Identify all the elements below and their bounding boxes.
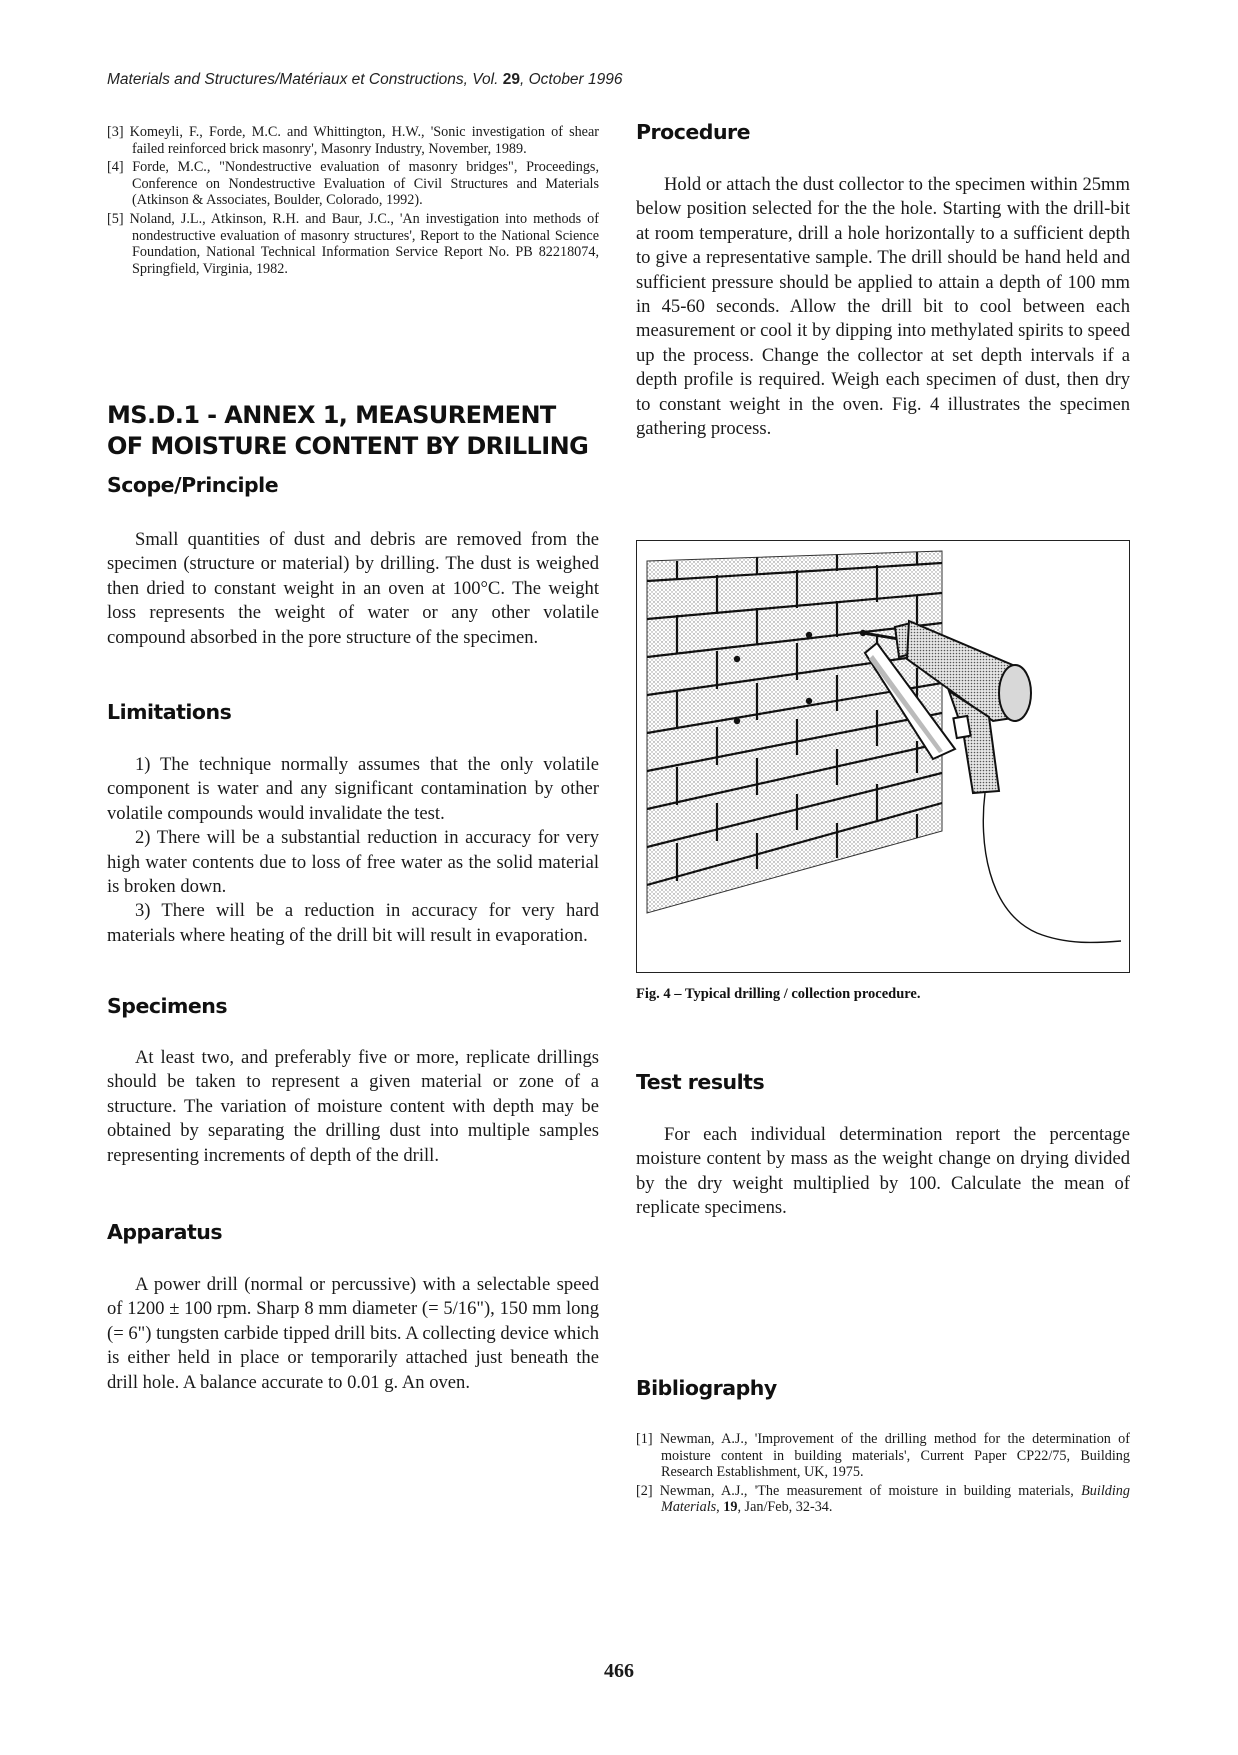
procedure-text [636, 173, 1130, 441]
apparatus-paragraph: A power drill (normal or percussive) with a selectable speed of 1200 ± 100 rpm. Sharp 8 mm diameter (= 5/16"), 150 mm long (= 6") tungsten carbide tipped drill bits. A collecting device which is either held in place or temporarily attached just beneath the drill hole. A balance accurate to 0.01 g. An oven. [107, 1274, 599, 1393]
apparatus-text [107, 1273, 599, 1395]
figure-caption-text: – Typical drilling / collection procedure. [670, 986, 921, 1002]
reference-item: [5] Noland, J.L., Atkinson, R.H. and Baur, J.C., 'An investigation into methods of nondestructive evaluation of masonry structures', Report to the National Science Foundation, National Technical Information Service Report No. PB 82218074, Springfield, Virginia, 1982. [107, 210, 599, 277]
limitations-heading: Limitations [107, 700, 232, 724]
limitations-text [107, 753, 599, 948]
scope-heading: Scope/Principle [107, 473, 279, 497]
specimens-text [107, 1046, 599, 1168]
annex-title: MS.D.1 - ANNEX 1, MEASUREMENT OF MOISTURE CONTENT BY DRILLING [107, 401, 589, 460]
limitation-item: 1) The technique normally assumes that the only volatile component is water and any significant contamination by other volatile compounds would invalidate the test. [107, 754, 599, 824]
running-head [107, 71, 623, 89]
page-number: 466 [604, 1660, 634, 1682]
bibliography-list [636, 1431, 1130, 1518]
bibliography-heading: Bibliography [636, 1376, 777, 1400]
continued-reference-list [107, 124, 599, 279]
limitation-item: 3) There will be a reduction in accuracy for very hard materials where heating of the drill bit will result in evaporation. [107, 900, 599, 946]
volume-number: 29 [502, 71, 520, 88]
test-results-text [636, 1123, 1130, 1221]
bibliography-item-tail: , Jan/Feb, 32-34. [737, 1499, 833, 1516]
scope-text [107, 528, 599, 650]
figure-caption [636, 986, 921, 1003]
procedure-paragraph: Hold or attach the dust collector to the specimen within 25mm below position selected for the the hole. Starting with the drill-bit at room temperature, drill a hole horizontally to a sufficient depth to give a representative sample. The drill should be hand held and sufficient pressure should be applied to attain a depth of 100 mm in 45-60 seconds. Allow the drill bit to cool between each measurement or cool it by dipping into methylated spirits to speed up the process. Change the collector at set depth intervals if a depth profile is required. Weigh each specimen of dust, then dry to constant weight in the oven. Fig. 4 illustrates the specimen gathering process. [636, 174, 1130, 440]
reference-item: [3] Komeyli, F., Forde, M.C. and Whittington, H.W., 'Sonic investigation of shear failed reinforced brick masonry', Masonry Industry, November, 1989. [107, 124, 599, 157]
bibliography-separator: , [716, 1499, 724, 1516]
reference-item: [4] Forde, M.C., "Nondestructive evaluation of masonry bridges", Proceedings, Conference on Nondestructive Evaluation of Civil Structures and Materials (Atkinson & Associates, Boulder, Colorado, 1992). [107, 159, 599, 209]
test-results-paragraph: For each individual determination report the percentage moisture content by mass as the weight change on drying divided by the dry weight multiplied by 100. Calculate the mean of replicate specimens. [636, 1124, 1130, 1219]
bibliography-item: [1] Newman, A.J., 'Improvement of the drilling method for the determination of moisture content in building materials', Current Paper CP22/75, Building Research Establishment, UK, 1975. [636, 1431, 1130, 1481]
figure-4 [636, 540, 1130, 973]
apparatus-heading: Apparatus [107, 1220, 223, 1244]
scope-paragraph: Small quantities of dust and debris are removed from the specimen (structure or material) by drilling. The dust is weighed then dried to constant weight in an oven at 100°C. The weight loss represents the weight of water or any other volatile compound absorbed in the pore structure of the specimen. [107, 529, 599, 648]
bibliography-volume: 19 [723, 1499, 738, 1516]
limitation-item: 2) There will be a substantial reduction in accuracy for very high water contents due to loss of free water as the solid material is broken down. [107, 827, 599, 898]
journal-name: Materials and Structures/Matériaux et Constructions [107, 71, 464, 88]
drilling-illustration [637, 541, 1129, 972]
issue-date: , October 1996 [519, 71, 623, 88]
specimens-paragraph: At least two, and preferably five or more, replicate drillings should be taken to represent a given material or zone of a structure. The variation of moisture content with depth may be obtained by separating the drilling dust into multiple samples representing increments of depth of the drill. [107, 1047, 599, 1166]
figure-label: Fig. 4 [636, 986, 671, 1002]
procedure-heading: Procedure [636, 120, 751, 144]
volume-prefix: , Vol. [463, 71, 503, 88]
bibliography-item-text: [2] Newman, A.J., 'The measurement of moisture in building materials, [636, 1482, 1082, 1499]
bibliography-item [636, 1483, 1130, 1516]
bibliography-journal: Building Materials [661, 1482, 1130, 1516]
drill-cable [983, 793, 1121, 943]
specimens-heading: Specimens [107, 994, 228, 1018]
test-results-heading: Test results [636, 1070, 765, 1094]
